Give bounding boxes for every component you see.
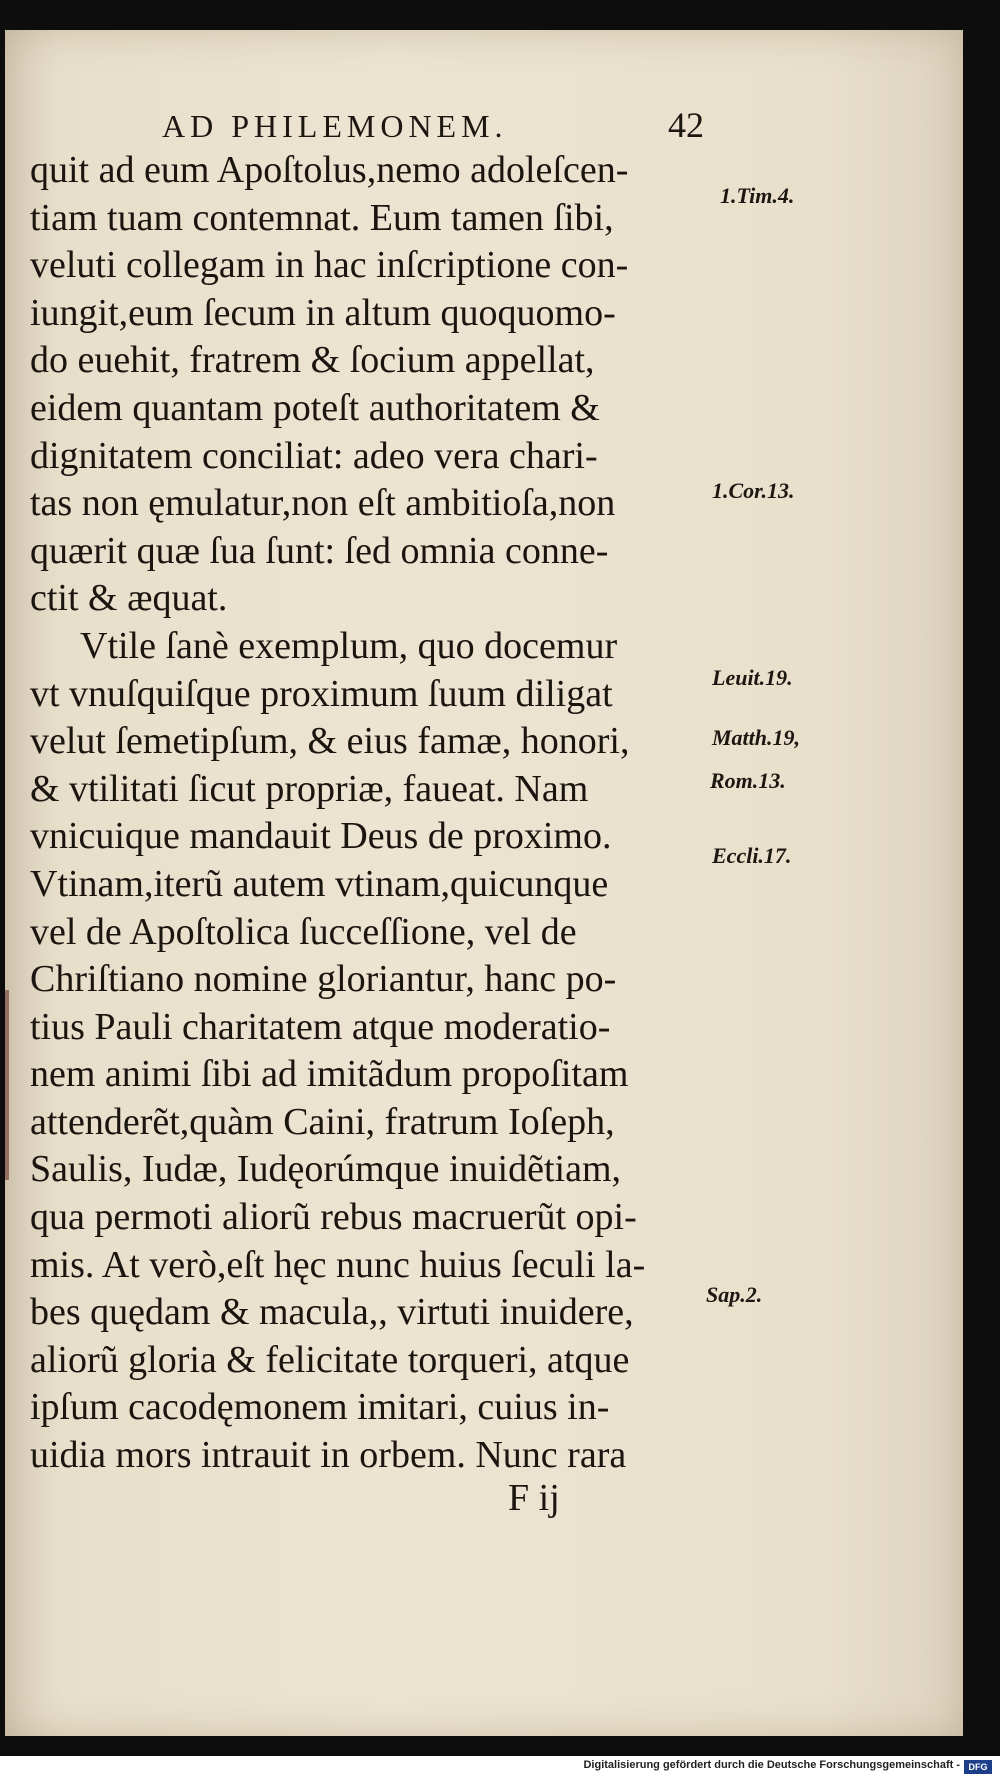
margin-note-leuit: Leuit.19. xyxy=(712,665,793,690)
text-line: tius Pauli charitatem atque moderatio- xyxy=(30,1005,611,1048)
text-line: Chriſtiano nomine gloriantur, hanc po- xyxy=(30,958,617,1001)
text-line: iungit,eum ſecum in altum quoquomo- xyxy=(30,291,616,334)
text-line: do euehit, fratrem & ſocium appellat, xyxy=(30,339,595,382)
running-head: AD PHILEMONEM. xyxy=(162,108,508,144)
text-line: qua permoti aliorũ rebus macruerũt opi- xyxy=(30,1196,637,1239)
text-line: ctit & æquat. xyxy=(30,577,228,620)
text-line: Saulis, Iudæ, Iudęorúmque inuidẽtiam, xyxy=(30,1148,622,1191)
text-line: vt vnuſquiſque proximum ſuum diligat xyxy=(30,672,613,715)
margin-note-sap: Sap.2. xyxy=(706,1282,763,1307)
text-line: veluti collegam in hac inſcriptione con- xyxy=(30,244,629,287)
paragraph-first-line: Vtile ſanè exemplum, quo docemur xyxy=(80,624,618,667)
margin-note-matth: Matth.19, xyxy=(712,725,801,750)
margin-note-tim: 1.Tim.4. xyxy=(720,183,795,208)
text-line: aliorũ gloria & felicitate torqueri, atque xyxy=(30,1338,630,1381)
text-line: velut ſemetipſum, & eius famæ, honori, xyxy=(30,720,630,763)
text-line: eidem quantam poteſt authoritatem & xyxy=(30,386,600,429)
digitization-credit: Digitalisierung gefördert durch die Deutsche Forschungsgemeinschaft - xyxy=(583,1759,960,1771)
footer-bar xyxy=(0,1756,1000,1780)
text-line: tas non ęmulatur,non eſt ambitioſa,non xyxy=(30,482,616,525)
text-line: nem animi ſibi ad imitãdum propoſitam xyxy=(30,1053,629,1096)
text-line: quit ad eum Apoſtolus,nemo adoleſcen- xyxy=(30,149,629,191)
text-line: attenderẽt,quàm Caini, fratrum Ioſeph, xyxy=(30,1100,615,1143)
page-header xyxy=(0,105,1000,148)
signature-mark: F ij xyxy=(508,1477,560,1519)
body-text xyxy=(30,147,710,1480)
page-edge-mark xyxy=(5,990,9,1180)
dfg-logo: DFG xyxy=(964,1760,992,1774)
text-line: vel de Apoſtolica ſucceſſione, vel de xyxy=(30,910,577,953)
text-line: ipſum cacodęmonem imitari, cuius in- xyxy=(30,1386,610,1429)
text-line: vnicuique mandauit Deus de proximo. xyxy=(30,815,612,858)
text-line: tiam tuam contemnat. Eum tamen ſibi, xyxy=(30,196,614,239)
text-line: dignitatem conciliat: adeo vera chari- xyxy=(30,434,598,477)
margin-note-rom: Rom.13. xyxy=(710,768,786,793)
text-line: mis. At verò,eſt hęc nunc huius ſeculi la- xyxy=(30,1243,646,1286)
text-line: Vtinam,iterũ autem vtinam,quicunque xyxy=(30,862,609,905)
page-number: 42 xyxy=(668,105,704,145)
text-line: quærit quæ ſua ſunt: ſed omnia conne- xyxy=(30,529,609,572)
margin-note-cor: 1.Cor.13. xyxy=(712,478,795,503)
text-line: bes quędam & macula,, virtuti inuidere, xyxy=(30,1291,634,1334)
margin-note-eccli: Eccli.17. xyxy=(712,843,792,868)
text-line: & vtilitati ſicut propriæ, faueat. Nam xyxy=(30,767,589,810)
text-line: uidia mors intrauit in orbem. Nunc rara xyxy=(30,1434,627,1477)
